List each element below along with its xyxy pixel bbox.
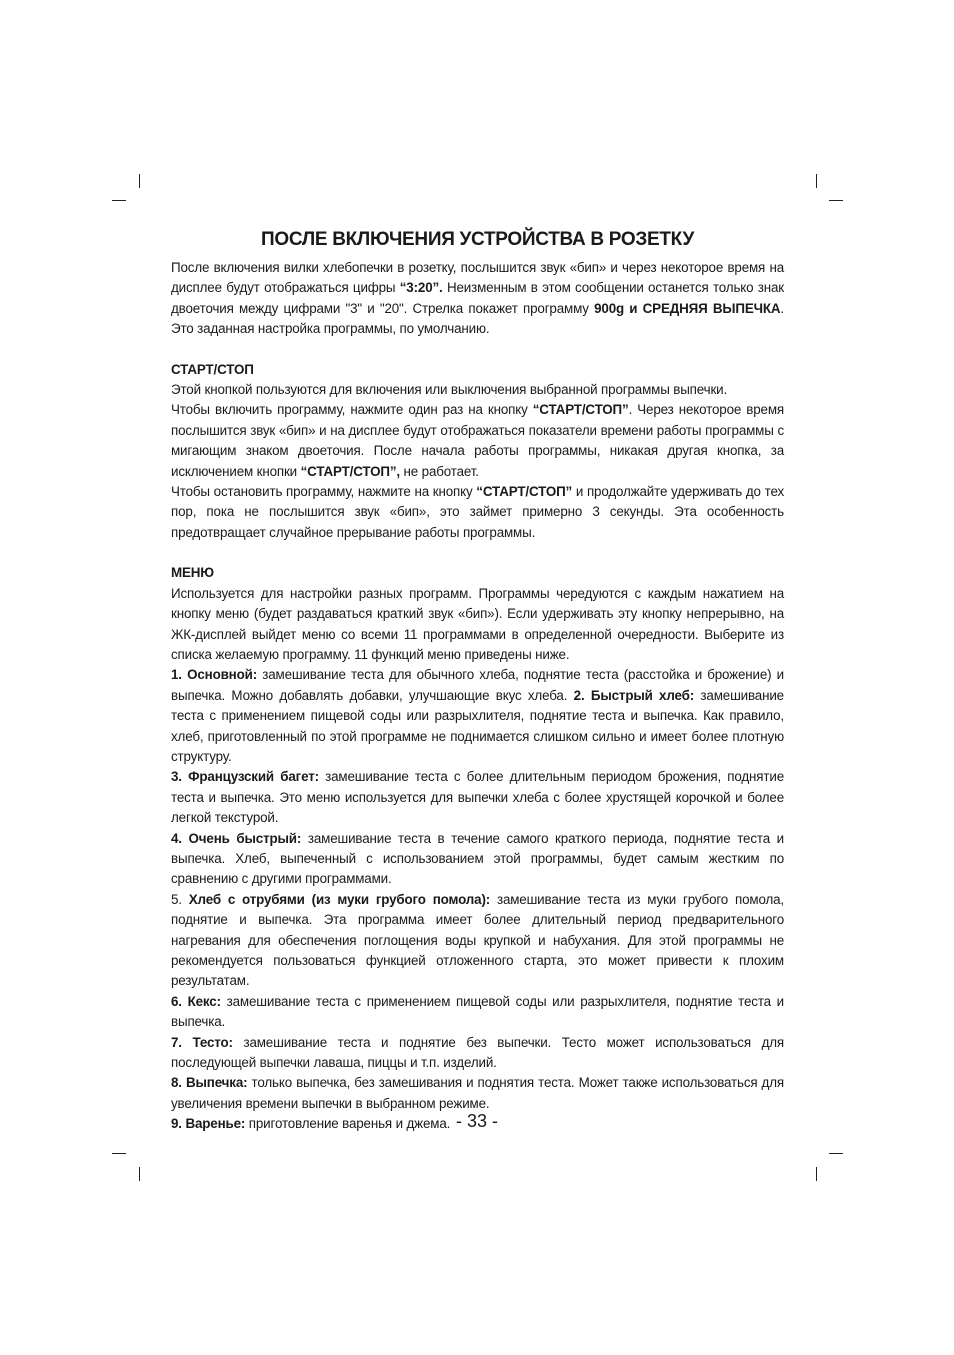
crop-mark-top-right-horizontal [829,200,843,201]
crop-mark-top-left-vertical [139,174,140,188]
menu-item-7-text: замешивание теста и поднятие без выпечки. Тесто может использоваться для последующей выпечки лаваша, пиццы и т.п. изделий. [171,1034,784,1071]
start-stop-p2-button-name-1: “СТАРТ/СТОП” [532,402,629,418]
crop-mark-bottom-right-vertical [816,1167,817,1181]
menu-item-3 [171,767,784,828]
menu-item-4 [171,829,784,890]
crop-mark-bottom-left-horizontal [112,1153,126,1154]
menu-item-7-label: 7. Тесто: [171,1034,233,1050]
menu-item-3-text: замешивание теста с более длительным периодом брожения, поднятие теста и выпечка. Это меню используется для выпечки хлеба с более хрустящей корочкой и более легкой текстурой. [171,769,785,826]
menu-heading: МЕНЮ [171,565,214,581]
intro-text-1: После включения вилки хлебопечки в розетку, послышится звук «бип» и через некоторое время на дисплее будут отображаться цифры [171,260,784,296]
menu-item-5-number: 5. [171,891,189,907]
menu-item-4-text: замешивание теста в течение самого краткого периода, поднятие теста и выпечка. Хлеб, выпеченный с использованием этой программы, будет самым жестким по сравнению с другими программами. [171,830,784,887]
intro-paragraph [171,258,784,340]
start-stop-p3-text-2: и продолжайте удерживать до тех пор, пока не послышится звук «бип», это займет примерно 3 секунды. Эта особенность предотвращает случайное прерывание работы программы. [171,484,784,540]
start-stop-p2-text-2: . Через некоторое время послышится звук «бип» и на дисплее будут отображаться показатели времени работы программы с мигающим знаком двоеточия. После начала работы программы, никакая другая кнопка, за исключением кнопки [171,402,784,479]
start-stop-paragraph-1: Этой кнопкой пользуются для включения или выключения выбранной программы выпечки. [171,382,728,398]
menu-item-6 [171,992,784,1033]
page-content [171,228,784,1135]
intro-default-program: 900g и СРЕДНЯЯ ВЫПЕЧКА [594,300,781,316]
menu-item-3-label: 3. Французский багет: [171,769,319,785]
menu-item-5 [171,890,784,992]
menu-item-8-text: только выпечка, без замешивания и поднятия теста. Может также использоваться для увеличения времени выпечки в выбранном режиме. [171,1075,784,1111]
crop-mark-bottom-left-vertical [139,1167,140,1181]
menu-item-9-label: 9. Варенье: [171,1116,246,1132]
menu-item-6-text: замешивание теста с применением пищевой соды или разрыхлителя, поднятие теста и выпечка. [171,993,784,1030]
crop-mark-top-left-horizontal [112,200,126,201]
menu-item-9-text: приготовление варенья и джема. [245,1116,451,1132]
page-number: - 33 - [455,1111,498,1131]
menu-item-8 [171,1073,784,1114]
start-stop-paragraph-3 [171,482,784,543]
menu-item-6-label: 6. Кекс: [171,993,221,1009]
page-title: ПОСЛЕ ВКЛЮЧЕНИЯ УСТРОЙСТВА В РОЗЕТКУ [261,229,694,250]
menu-item-8-label: 8. Выпечка: [171,1075,248,1091]
start-stop-p2-text-3: не работает. [399,463,479,479]
menu-item-5-label: Хлеб с отрубями (из муки грубого помола): [188,891,491,907]
menu-item-1-text: замешивание теста для обычного хлеба, поднятие теста (расстойка и брожение) и выпечка. Можно добавлять добавки, улучшающие вкус хлеба. [171,667,784,703]
menu-item-4-label: 4. Очень быстрый: [171,830,302,846]
menu-item-5-text: замешивание теста из муки грубого помола, поднятие и выпечка. Эта программа имеет более длительный период предварительного нагревания для обеспечения поглощения воды крупкой и набухания. Для этой программы не рекомендуется пользоваться функцией отложенного старта, это может привести к плохим результатам. [171,891,784,989]
start-stop-p2-button-name-2: “СТАРТ/СТОП”, [300,463,400,479]
crop-mark-top-right-vertical [816,174,817,188]
menu-items-1-2 [171,665,784,767]
menu-item-7 [171,1033,784,1074]
menu-item-2-label: 2. Быстрый хлеб: [573,687,695,703]
menu-intro-paragraph: Используется для настройки разных программ. Программы чередуются с каждым нажатием на кнопку меню (будет раздаваться краткий звук «бип»). Если удерживать эту кнопку непрерывно, на ЖК-дисплей выйдет меню со всеми 11 программами в определенной очередности. Выберите из списка желаемую программу. 11 функций меню приведены ниже. [171,585,784,662]
start-stop-p2-text-1: Чтобы включить программу, нажмите один раз на кнопку [171,402,533,418]
start-stop-paragraph-2 [171,400,784,482]
intro-text-2: Неизменным в этом сообщении останется только знак двоеточия между цифрами "3" и "20". Стрелка покажет программу [171,280,784,316]
intro-display-value: “3:20”. [399,280,443,296]
start-stop-heading: СТАРТ/СТОП [171,361,254,377]
crop-mark-bottom-right-horizontal [829,1153,843,1154]
menu-item-2-text: замешивание теста с применением пищевой соды или разрыхлителя, поднятие теста и выпечка. Как правило, хлеб, приготовленный по этой программе не поднимается слишком сильно и имеет более плотную структуру. [171,687,784,764]
start-stop-p3-text-1: Чтобы остановить программу, нажмите на кнопку [171,484,477,500]
menu-item-1-label: 1. Основной: [171,667,258,683]
start-stop-p3-button-name: “СТАРТ/СТОП” [476,484,573,500]
intro-text-3: . Это заданная настройка программы, по умолчанию. [171,300,784,337]
